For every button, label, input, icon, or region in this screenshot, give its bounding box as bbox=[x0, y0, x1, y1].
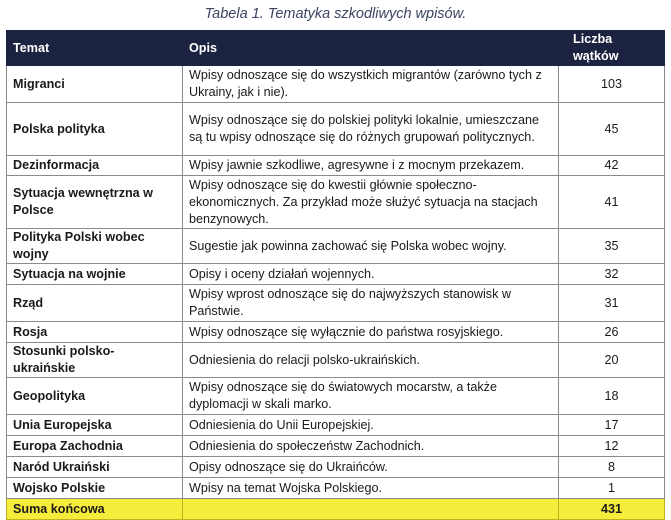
row-description: Wpisy odnoszące się do polskiej polityki lokalnie, umieszczane są tu wpisy odnoszące się do różnych grupowań politycznych. bbox=[183, 103, 559, 156]
row-description: Odniesienia do Unii Europejskiej. bbox=[183, 415, 559, 436]
row-description: Wpisy odnoszące się do wszystkich migrantów (zarówno tych z Ukrainy, jak i nie). bbox=[183, 66, 559, 103]
row-topic: Sytuacja na wojnie bbox=[7, 264, 183, 285]
row-count: 103 bbox=[559, 66, 665, 103]
header-description: Opis bbox=[183, 31, 559, 66]
row-count: 1 bbox=[559, 478, 665, 499]
row-description: Wpisy wprost odnoszące się do najwyższych stanowisk w Państwie. bbox=[183, 285, 559, 322]
row-description: Opisy odnoszące się do Ukraińców. bbox=[183, 457, 559, 478]
row-count: 31 bbox=[559, 285, 665, 322]
table-row bbox=[7, 66, 665, 103]
row-description: Wpisy jawnie szkodliwe, agresywne i z mocnym przekazem. bbox=[183, 156, 559, 176]
row-topic: Polska polityka bbox=[7, 103, 183, 156]
row-count: 41 bbox=[559, 176, 665, 229]
table-row bbox=[7, 103, 665, 156]
row-count: 17 bbox=[559, 415, 665, 436]
table-row bbox=[7, 436, 665, 457]
total-label: Suma końcowa bbox=[7, 499, 183, 520]
row-description: Opisy i oceny działań wojennych. bbox=[183, 264, 559, 285]
row-count: 45 bbox=[559, 103, 665, 156]
row-topic: Naród Ukraiński bbox=[7, 457, 183, 478]
total-empty bbox=[183, 499, 559, 520]
table-row bbox=[7, 264, 665, 285]
row-description: Wpisy odnoszące się do kwestii głównie społeczno-ekonomicznych. Za przykład może służyć sytuacja na stacjach benzynowych. bbox=[183, 176, 559, 229]
total-count: 431 bbox=[559, 499, 665, 520]
row-topic: Dezinformacja bbox=[7, 156, 183, 176]
row-description: Wpisy odnoszące się wyłącznie do państwa rosyjskiego. bbox=[183, 322, 559, 343]
table-row bbox=[7, 156, 665, 176]
row-topic: Polityka Polski wobec wojny bbox=[7, 229, 183, 264]
header-topic: Temat bbox=[7, 31, 183, 66]
row-description: Wpisy odnoszące się do światowych mocarstw, a także dyplomacji w skali marko. bbox=[183, 378, 559, 415]
table-row bbox=[7, 343, 665, 378]
total-row bbox=[7, 499, 665, 520]
row-count: 35 bbox=[559, 229, 665, 264]
header-count: Liczba wątków bbox=[559, 31, 665, 66]
row-topic: Rząd bbox=[7, 285, 183, 322]
table-row bbox=[7, 229, 665, 264]
row-count: 26 bbox=[559, 322, 665, 343]
row-count: 42 bbox=[559, 156, 665, 176]
table-row bbox=[7, 378, 665, 415]
row-count: 12 bbox=[559, 436, 665, 457]
row-topic: Europa Zachodnia bbox=[7, 436, 183, 457]
row-description: Wpisy na temat Wojska Polskiego. bbox=[183, 478, 559, 499]
table-row bbox=[7, 285, 665, 322]
table-row bbox=[7, 322, 665, 343]
row-topic: Unia Europejska bbox=[7, 415, 183, 436]
row-count: 32 bbox=[559, 264, 665, 285]
table-caption: Tabela 1. Tematyka szkodliwych wpisów. bbox=[204, 6, 467, 22]
row-topic: Geopolityka bbox=[7, 378, 183, 415]
table-row bbox=[7, 415, 665, 436]
header-row bbox=[7, 31, 665, 66]
row-topic: Stosunki polsko-ukraińskie bbox=[7, 343, 183, 378]
row-description: Odniesienia do społeczeństw Zachodnich. bbox=[183, 436, 559, 457]
row-description: Sugestie jak powinna zachować się Polska wobec wojny. bbox=[183, 229, 559, 264]
row-topic: Wojsko Polskie bbox=[7, 478, 183, 499]
topics-table bbox=[6, 30, 665, 520]
table-row bbox=[7, 478, 665, 499]
table-row bbox=[7, 457, 665, 478]
row-topic: Migranci bbox=[7, 66, 183, 103]
table-row bbox=[7, 176, 665, 229]
row-count: 8 bbox=[559, 457, 665, 478]
row-description: Odniesienia do relacji polsko-ukraińskich. bbox=[183, 343, 559, 378]
row-topic: Sytuacja wewnętrzna w Polsce bbox=[7, 176, 183, 229]
row-topic: Rosja bbox=[7, 322, 183, 343]
row-count: 20 bbox=[559, 343, 665, 378]
row-count: 18 bbox=[559, 378, 665, 415]
